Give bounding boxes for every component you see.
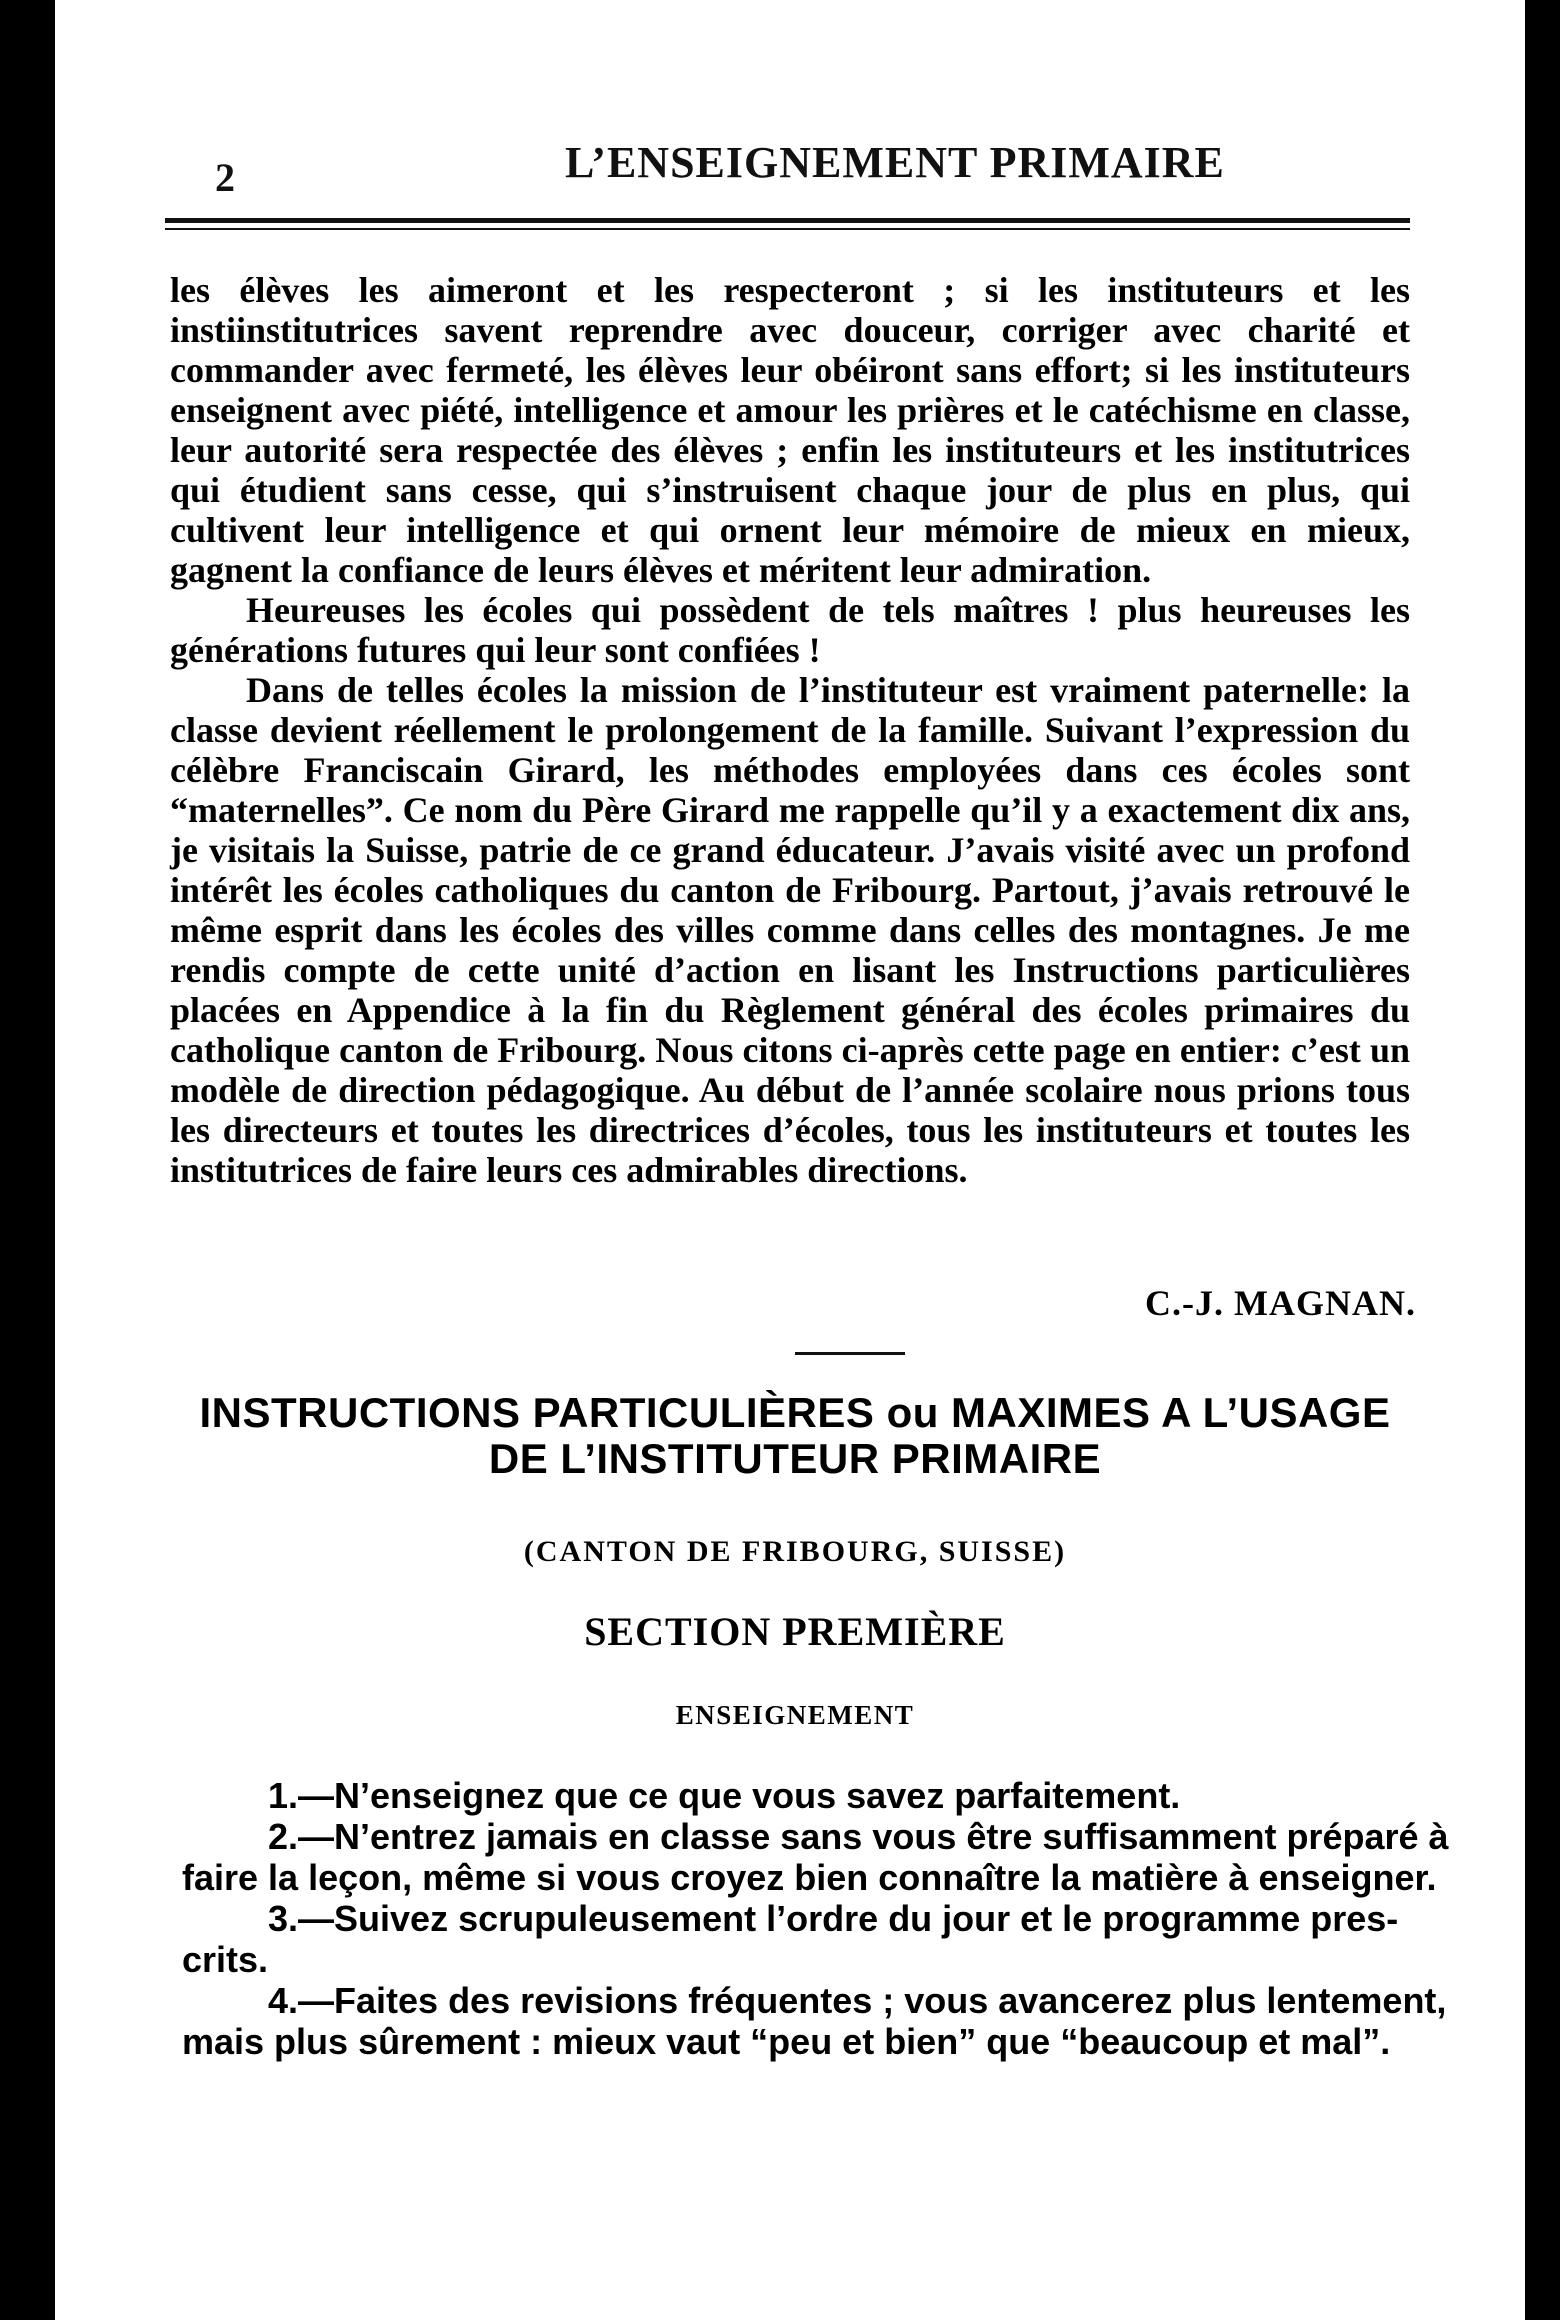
maxim-continuation: faire la leçon, même si vous croyez bien connaître la matière à enseigner. bbox=[182, 1857, 1437, 1898]
paragraph-1: les élèves les aimeront et les respecteront ; si les instituteurs et les instiinstitutrices savent reprendre avec douceur, corriger avec charité et commander avec fermeté, les élèves leur obéiront sans effort; si les instituteurs enseignent avec piété, intelligence et amour les prières et le catéchisme en classe, leur autorité sera respectée des élèves ; enfin les instituteurs et les institutrices qui étudient sans cesse, qui s’instruisent chaque jour de plus en plus, qui cultivent leur intelligence et qui ornent leur mémoire de mieux en mieux, gagnent la confiance de leurs élèves et méritent leur admiration. bbox=[170, 270, 1410, 590]
page-header bbox=[215, 132, 1465, 200]
maxim-item bbox=[182, 1898, 1453, 1980]
instructions-title-line-2: DE L’INSTITUTEUR PRIMAIRE bbox=[488, 1435, 1102, 1482]
scan-border bbox=[1525, 0, 1560, 2320]
maxim-item bbox=[182, 1980, 1453, 2062]
running-title: L’ENSEIGNEMENT PRIMAIRE bbox=[565, 138, 1225, 187]
paragraph-2: Heureuses les écoles qui possèdent de tels maîtres ! plus heureuses les générations futures qui leur sont confiées ! bbox=[170, 590, 1410, 670]
maxim-text: 1.—N’enseignez que ce que vous savez parfaitement. bbox=[268, 1775, 1181, 1816]
maxim-text: 2.—N’entrez jamais en classe sans vous être suffisamment préparé à bbox=[268, 1816, 1449, 1857]
article-body bbox=[170, 270, 1410, 1190]
instructions-title-line-1: INSTRUCTIONS PARTICULIÈRES ou MAXIMES A L’USAGE bbox=[199, 1389, 1391, 1436]
maxim-text: 3.—Suivez scrupuleusement l’ordre du jour et le programme pres- bbox=[268, 1898, 1399, 1939]
maxims-list bbox=[182, 1775, 1453, 2062]
page-number: 2 bbox=[215, 155, 235, 200]
location-subtitle: (CANTON DE FRIBOURG, SUISSE) bbox=[523, 1535, 1067, 1568]
maxim-continuation: crits. bbox=[182, 1939, 269, 1980]
author-signature: C.-J. MAGNAN. bbox=[1145, 1283, 1416, 1323]
paragraph-3: Dans de telles écoles la mission de l’instituteur est vraiment paternelle: la classe devient réellement le prolongement de la famille. Suivant l’expression du célèbre Franciscain Girard, les méthodes employées dans ces écoles sont “maternelles”. Ce nom du Père Girard me rappelle qu’il y a exactement dix ans, je visitais la Suisse, patrie de ce grand éducateur. J’avais visité avec un profond intérêt les écoles catholiques du canton de Fribourg. Partout, j’avais retrouvé le même esprit dans les écoles des villes comme dans celles des montagnes. Je me rendis compte de cette unité d’action en lisant les Instructions particulières placées en Appendice à la fin du Règlement général des écoles primaires du catholique canton de Fribourg. Nous citons ci-après cette page en entier: c’est un modèle de direction pédagogique. Au début de l’année scolaire nous prions tous les directeurs et toutes les directrices d’écoles, tous les instituteurs et toutes les institutrices de faire leurs ces admirables directions. bbox=[170, 670, 1410, 1190]
subsection-heading: ENSEIGNEMENT bbox=[675, 1700, 915, 1730]
maxim-item bbox=[182, 1816, 1453, 1898]
maxim-continuation: mais plus sûrement : mieux vaut “peu et bien” que “beaucoup et mal”. bbox=[182, 2021, 1391, 2062]
header-rule bbox=[165, 218, 1410, 230]
maxim-item bbox=[268, 1775, 1453, 1816]
instructions-title bbox=[170, 1390, 1420, 1482]
section-heading: SECTION PREMIÈRE bbox=[584, 1609, 1006, 1654]
maxim-text: 4.—Faites des revisions fréquentes ; vous avancerez plus lentement, bbox=[268, 1980, 1447, 2021]
section-divider bbox=[795, 1352, 905, 1355]
